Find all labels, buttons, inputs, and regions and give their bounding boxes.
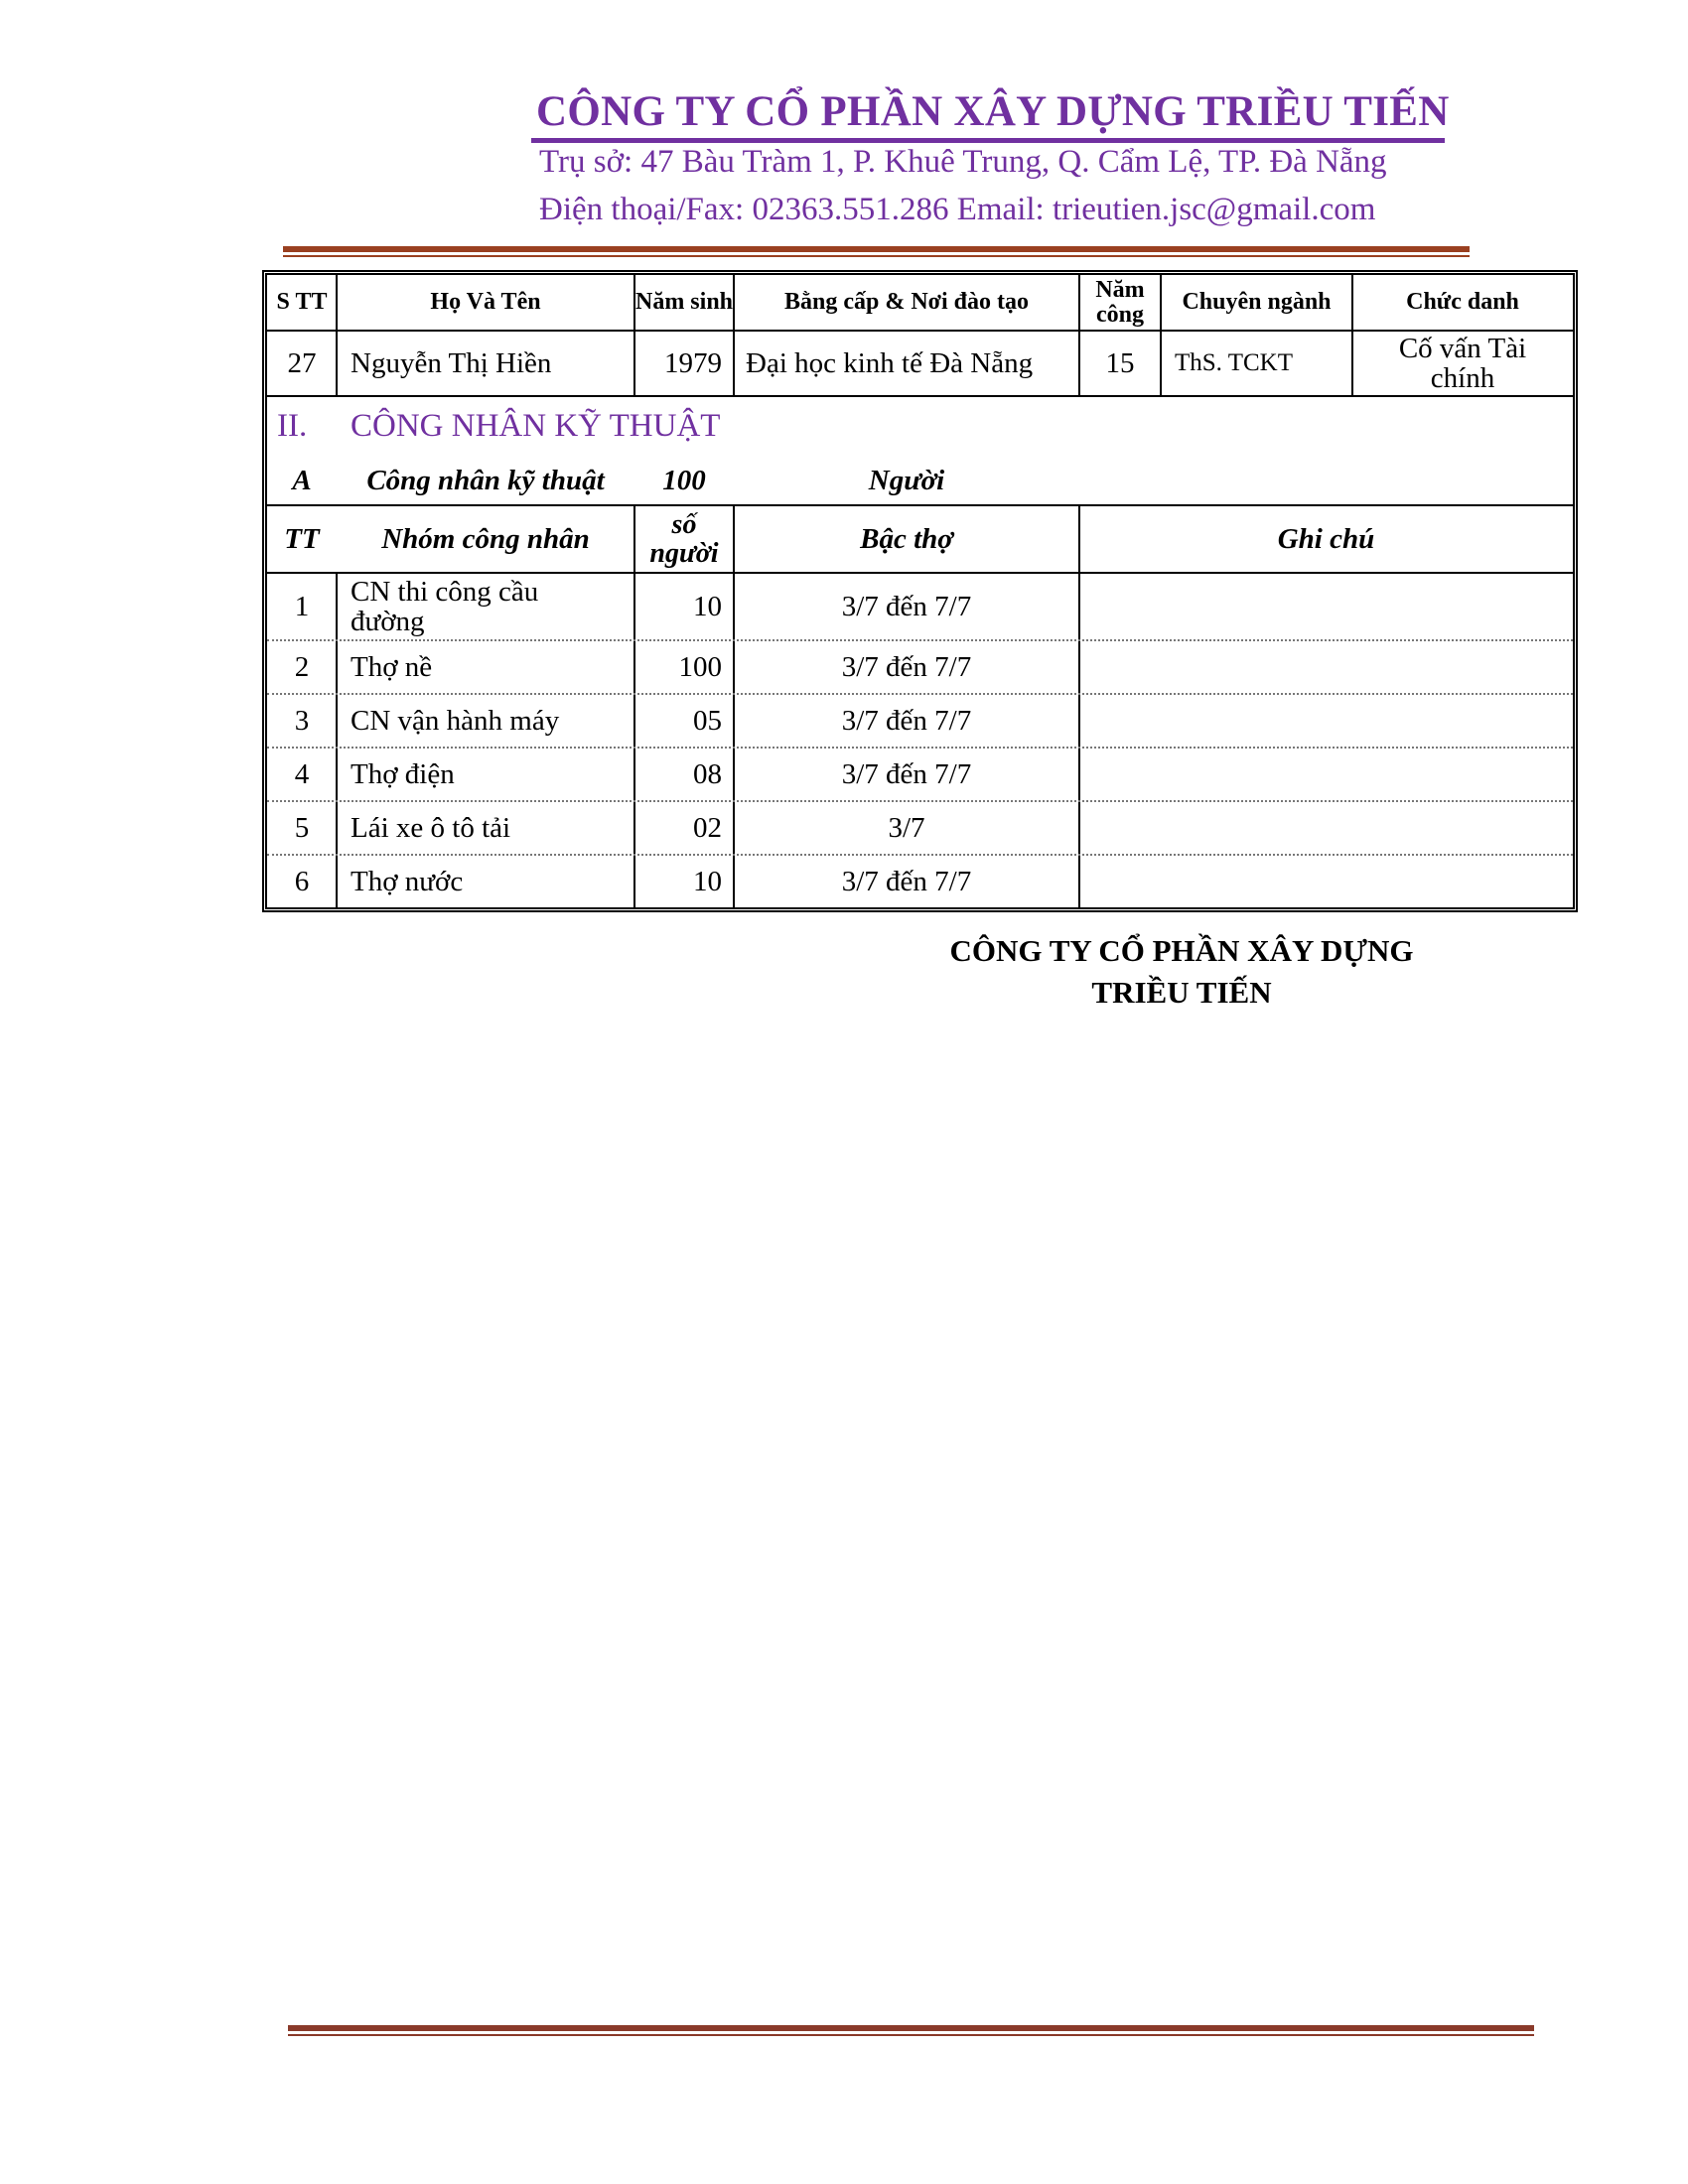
worker-note [1079,694,1573,748]
worker-note [1079,640,1573,694]
staff-years: 15 [1105,346,1135,379]
worker-group: Thợ điện [351,757,455,790]
worker-tt: 4 [294,757,310,790]
staff-degree: Đại học kinh tế Đà Nẵng [746,346,1034,379]
staff-major: ThS. TCKT [1175,348,1293,376]
signature-company-line1: CÔNG TY CỔ PHẦN XÂY DỰNG [949,933,1414,968]
summary-count: 100 [662,464,706,496]
row-divider [267,854,1573,856]
worker-note [1079,801,1573,855]
column-divider [733,505,735,907]
column-divider [336,275,338,396]
company-address: Trụ sở: 47 Bàu Tràm 1, P. Khuê Trung, Q. Cẩm Lệ, TP. Đà Nẵng [539,144,1387,180]
col-header-title: Chức danh [1406,289,1519,316]
worker-tt: 2 [294,650,310,683]
worker-count: 100 [678,650,722,683]
workers-header-tt: TT [284,522,320,555]
column-divider [1078,275,1080,396]
staff-title: Cố vấn Tài chính [1398,332,1527,394]
worker-note [1079,748,1573,801]
column-divider [633,275,635,396]
staff-name: Nguyễn Thị Hiền [351,346,552,379]
summary-unit: Người [868,464,945,496]
worker-group: CN vận hành máy [351,704,560,737]
workers-header-group: Nhóm công nhân [381,522,590,555]
worker-count: 10 [693,590,722,622]
col-header-major: Chuyên ngành [1182,289,1332,316]
row-divider [267,800,1573,802]
company-contact: Điện thoại/Fax: 02363.551.286 Email: trieutien.jsc@gmail.com [539,192,1376,227]
worker-note [1079,855,1573,908]
table-divider [267,330,1573,332]
worker-level: 3/7 đến 7/7 [841,865,972,897]
column-divider [633,505,635,907]
column-divider [1078,505,1080,907]
summary-label: Công nhân kỹ thuật [366,464,605,496]
table-divider [267,572,1573,574]
row-divider [267,639,1573,641]
header-rule [283,246,1470,252]
section-number: II. [277,407,308,444]
column-divider [336,573,338,907]
column-divider [1351,275,1353,396]
worker-count: 05 [693,704,722,737]
worker-count: 10 [693,865,722,897]
header-rule-thin [283,255,1470,257]
summary-label-a: A [292,464,312,496]
worker-tt: 6 [294,865,310,897]
worker-tt: 3 [294,704,310,737]
signature-company-line2: TRIỀU TIẾN [1091,975,1272,1010]
row-divider [267,693,1573,695]
column-divider [1160,275,1162,396]
company-name: CÔNG TY CỔ PHẦN XÂY DỰNG TRIỀU TIẾN [536,88,1450,135]
col-header-name: Họ Và Tên [430,289,541,316]
worker-level: 3/7 [888,811,925,844]
col-header-stt: S TT [276,289,328,316]
table-divider [267,504,1573,506]
staff-birth-year: 1979 [664,346,722,379]
section-title: CÔNG NHÂN KỸ THUẬT [351,407,721,444]
worker-level: 3/7 đến 7/7 [841,757,972,790]
worker-group: Thợ nước [351,865,464,897]
workers-header-count: số người [649,508,719,569]
staff-stt: 27 [287,346,317,379]
worker-group: CN thi công cầu đường [351,575,539,637]
col-header-degree: Bằng cấp & Nơi đào tạo [784,289,1029,316]
worker-tt: 5 [294,811,310,844]
footer-rule [288,2025,1534,2031]
worker-tt: 1 [294,590,310,622]
col-header-years: Năm công [1095,276,1145,328]
col-header-birth-year: Năm sinh [634,289,734,316]
workers-header-note: Ghi chú [1277,522,1375,555]
worker-level: 3/7 đến 7/7 [841,704,972,737]
footer-rule-thin [288,2034,1534,2036]
column-divider [733,275,735,396]
row-divider [267,747,1573,749]
worker-level: 3/7 đến 7/7 [841,650,972,683]
personnel-table [262,270,1578,912]
company-name-underline [531,138,1445,143]
worker-level: 3/7 đến 7/7 [841,590,972,622]
worker-group: Lái xe ô tô tải [351,811,511,844]
worker-count: 08 [693,757,722,790]
worker-group: Thợ nề [351,650,433,683]
table-divider [267,395,1573,397]
worker-note [1079,573,1573,640]
workers-header-level: Bậc thợ [860,522,953,555]
worker-count: 02 [693,811,722,844]
